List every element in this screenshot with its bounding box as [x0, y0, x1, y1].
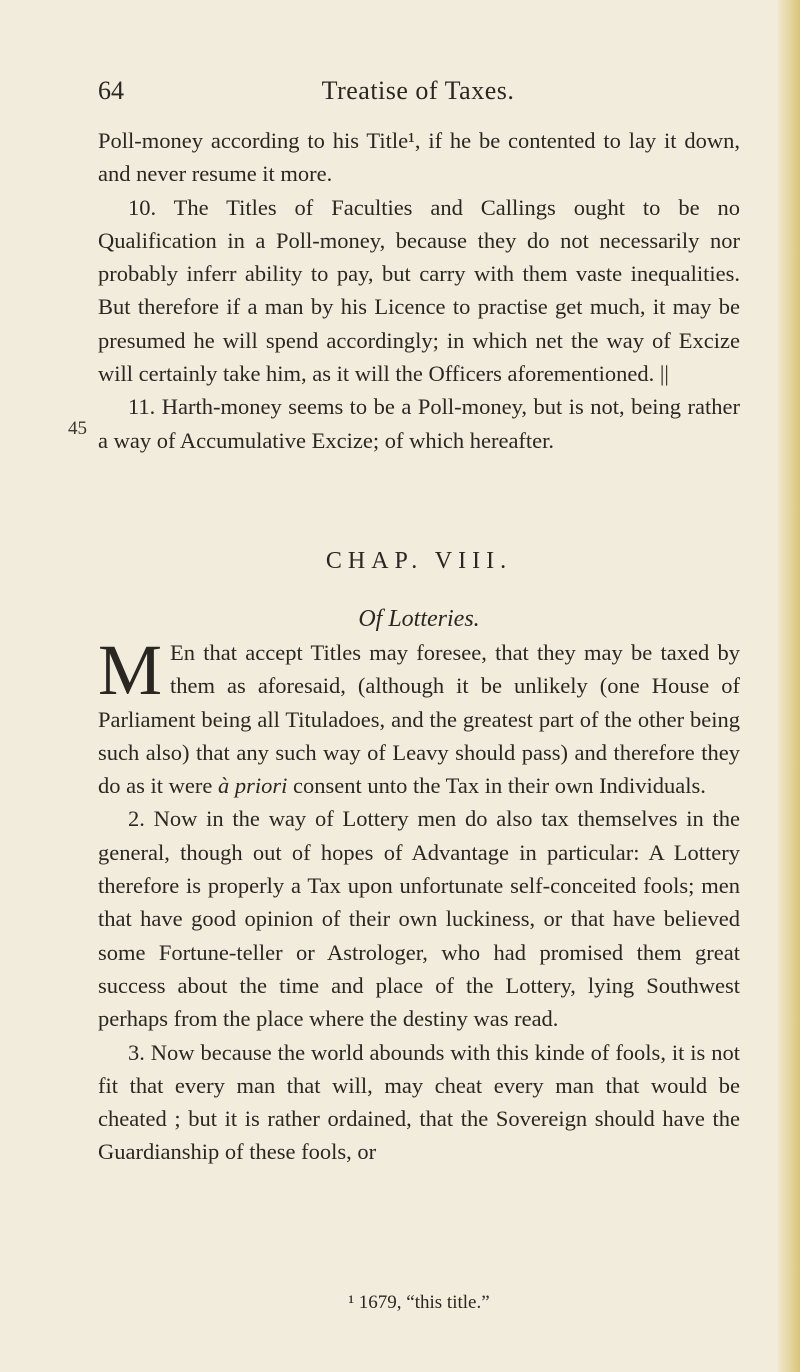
chapter-paragraph-1-text: En that accept Titles may foresee, that they may be taxed by them as aforesaid, (although it be unlikely (one House of Parliament being all Tituladoes, and the greatest part of the other being such also) that any such way of Leavy should pass) and therefore they do as it were — [98, 640, 740, 799]
marginal-line-number: 45 — [68, 418, 87, 439]
text-block-chapter — [98, 630, 740, 1169]
chapter-subtitle: Of Lotteries. — [358, 606, 480, 632]
chapter-paragraph-1-italic: à priori — [217, 773, 288, 799]
paragraph-continued: Poll-money according to his Title¹, if he be contented to lay it down, and never resume it more. — [98, 128, 740, 187]
page-number: 64 — [98, 76, 124, 105]
chapter-paragraph-2: 2. Now in the way of Lottery men do also tax themselves in the general, though out of hopes of Advantage in particular: A Lottery therefore is properly a Tax upon unfortunate self-conceited fools; men that have good opinion of their own luckiness, or that have believed some Fortune-teller or Astrologer, who had promised them great success about the time and place of the Lottery, lying Southwest perhaps from the place where the destiny was read. — [98, 806, 740, 1032]
chapter-heading: CHAP. VIII. — [325, 548, 513, 574]
chapter-paragraph-1 — [98, 630, 740, 802]
chapter-paragraph-3: 3. Now because the world abounds with this kinde of fools, it is not fit that every man that will, may cheat every man that would be cheated ; but it is rather ordained, that the Sovereign should have the Guardianship of these fools, or — [98, 1039, 740, 1165]
running-head — [98, 76, 738, 116]
chapter-paragraph-1-tail: consent unto the Tax in their own Individuals. — [292, 773, 706, 799]
drop-cap: M — [98, 630, 163, 710]
paragraph-10: 10. The Titles of Faculties and Callings ought to be no Qualification in a Poll-money, because they do not necessarily nor probably inferr ability to pay, but carry with them vaste inequalities. But therefore if a man by his Licence to practise get much, it may be presumed he will spend accordingly; in which net the way of Excize will certainly take him, as it will the Officers aforementioned. || — [98, 194, 740, 387]
running-title: Treatise of Taxes. — [321, 76, 515, 105]
text-block-top — [98, 124, 740, 457]
paragraph-11: 11. Harth-money seems to be a Poll-money, but is not, being rather a way of Accumulative Excize; of which hereafter. — [98, 394, 740, 453]
footnote: ¹ 1679, “this title.” — [348, 1292, 490, 1313]
